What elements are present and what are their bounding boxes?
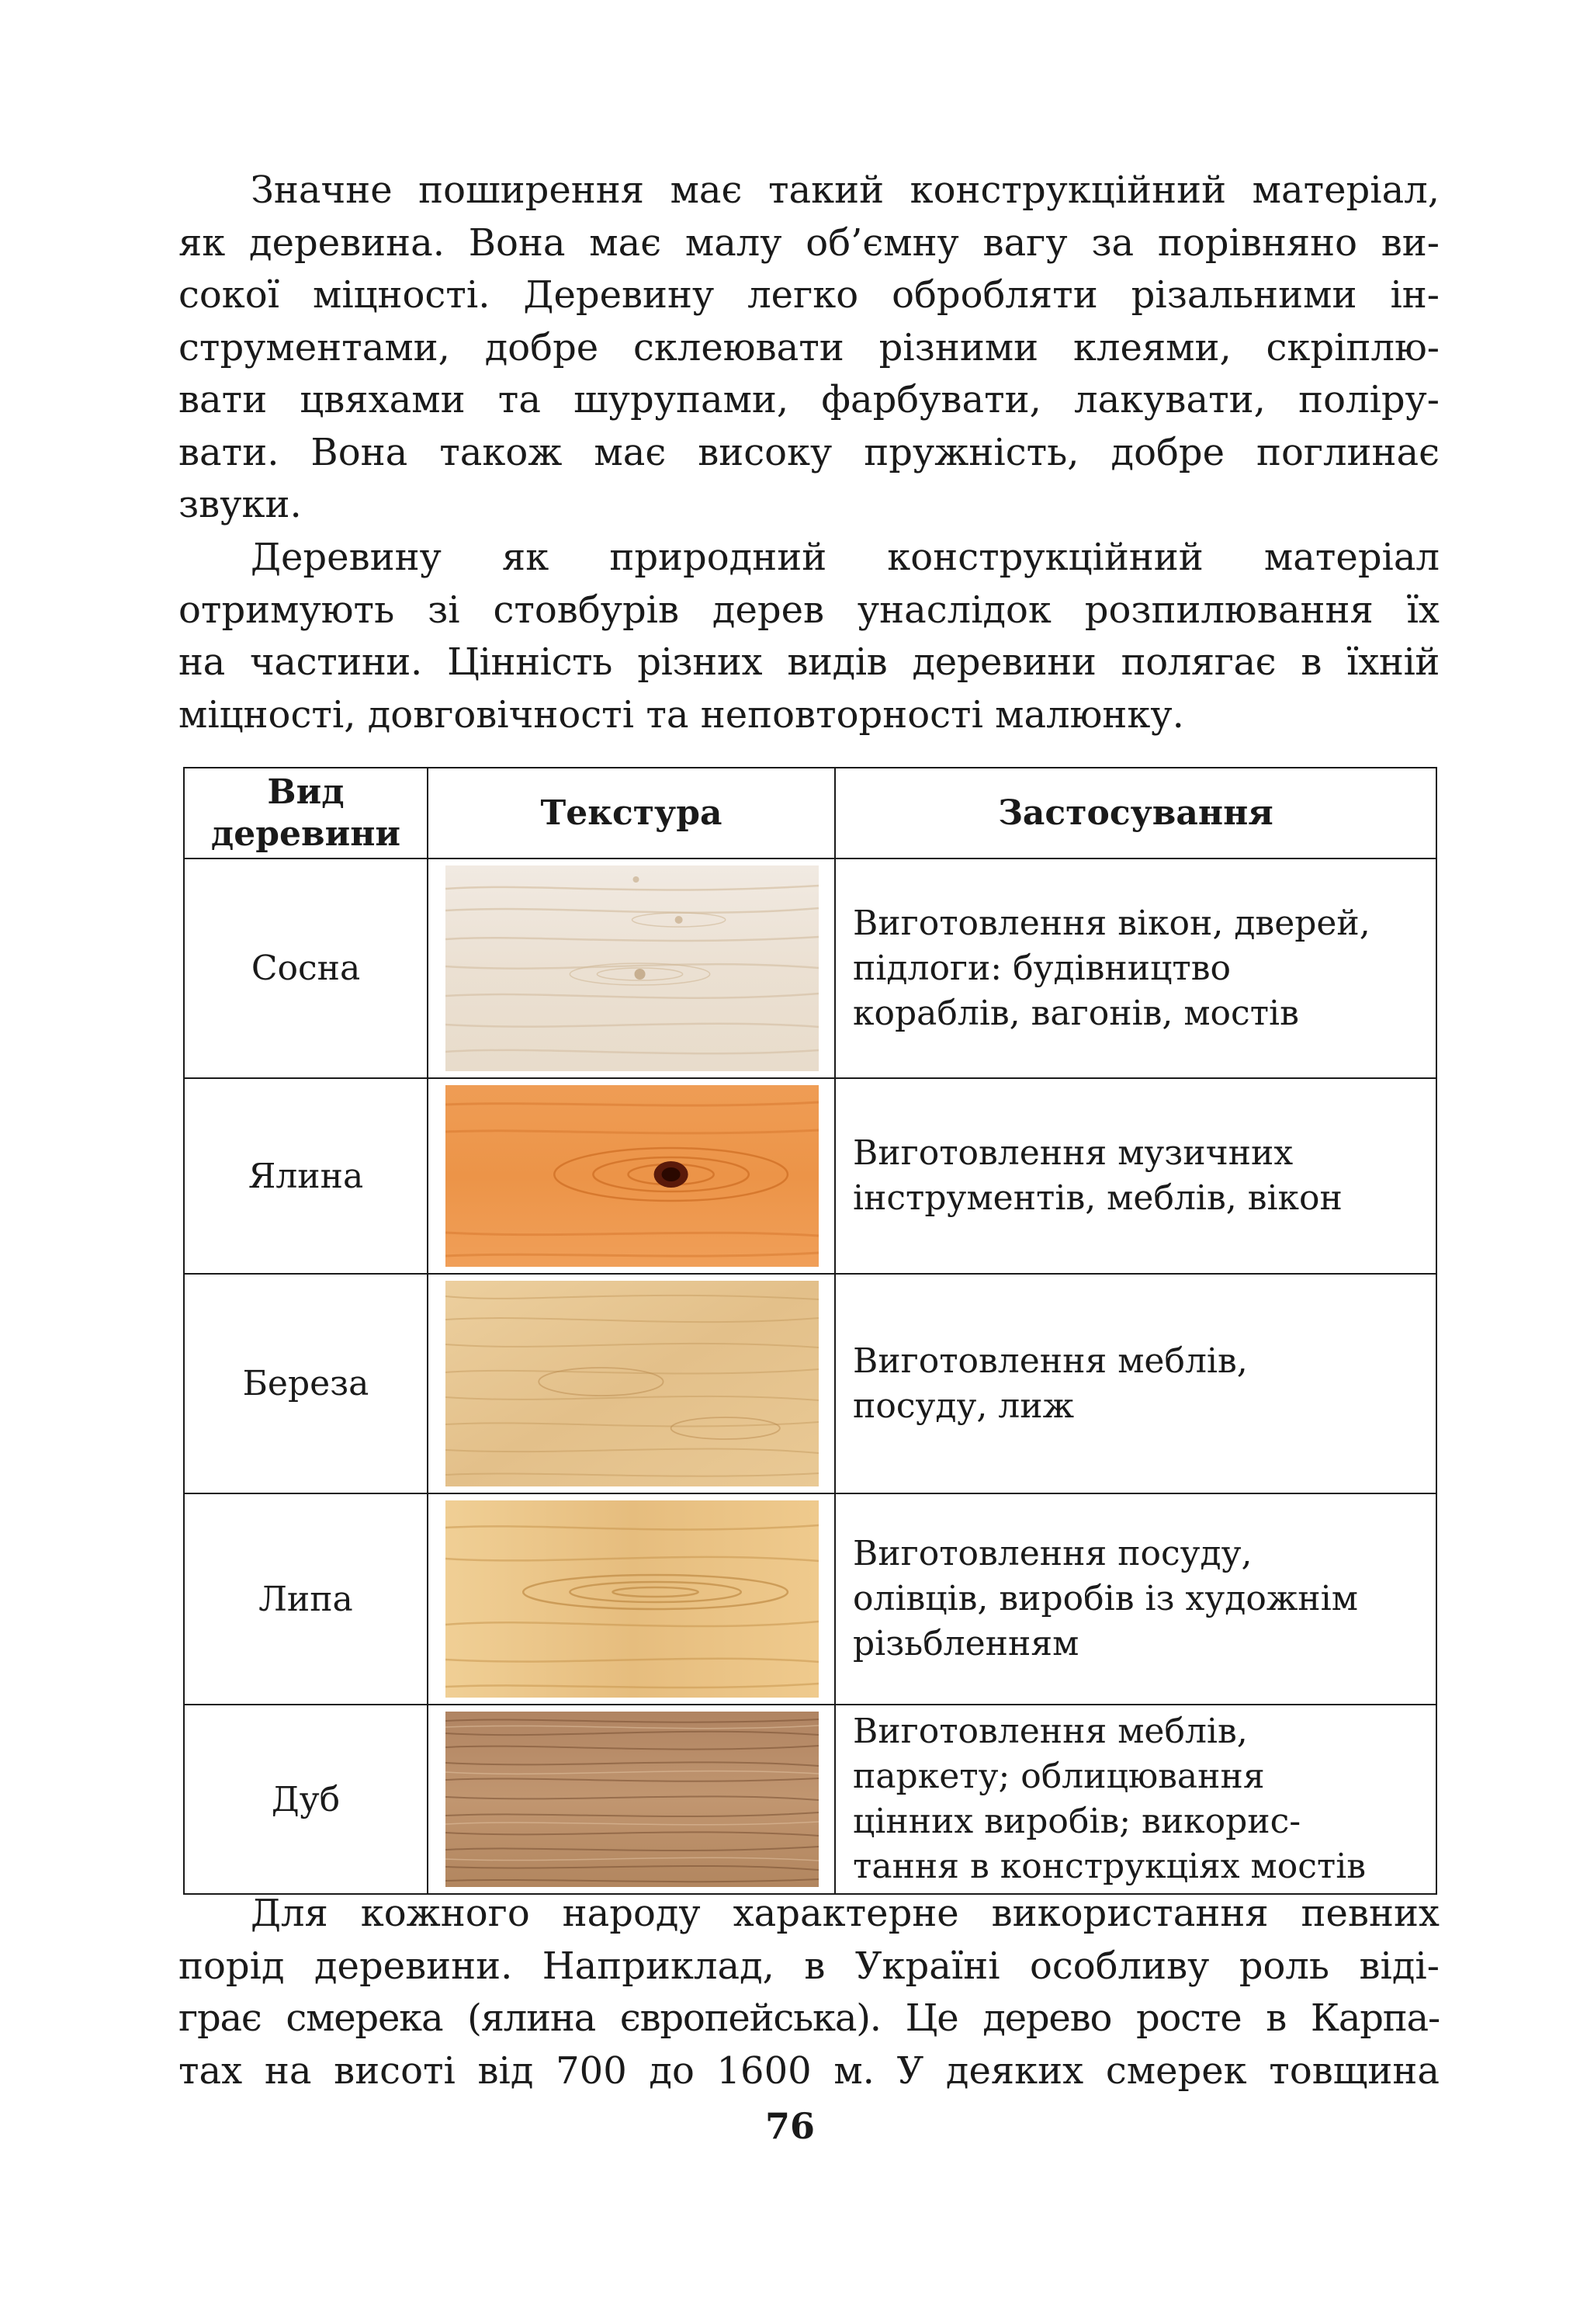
wood-species-table <box>183 767 1437 1895</box>
usage-line: інструментів, меблів, вікон <box>853 1178 1343 1218</box>
usage-line: цінних виробів; викорис- <box>853 1802 1301 1841</box>
pine-wood-texture-icon <box>445 865 819 1071</box>
usage-cell <box>835 1493 1436 1705</box>
species-name: Липа <box>184 1493 428 1705</box>
header-species <box>184 768 428 858</box>
text-line: звуки. <box>178 483 302 526</box>
text-line: струментами, добре склеювати різними клеями, скріплю- <box>178 325 1440 369</box>
oak-wood-texture-icon <box>445 1712 819 1887</box>
text-line: грає смерека (ялина європейська). Це дерево росте в Карпа- <box>178 1996 1440 2040</box>
header-species-line1: Вид <box>267 772 345 812</box>
usage-line: кораблів, вагонів, мостів <box>853 993 1299 1033</box>
text-line: сокої міцності. Деревину легко обробляти різальними ін- <box>178 273 1440 317</box>
header-species-line2: деревини <box>210 813 401 854</box>
species-name: Сосна <box>184 858 428 1078</box>
texture-cell <box>428 858 835 1078</box>
text-line: порід деревини. Наприклад, в Україні особливу роль віді- <box>178 1944 1440 1988</box>
text-line: вати цвяхами та шурупами, фарбувати, лакувати, поліру- <box>178 378 1440 421</box>
usage-line: Виготовлення меблів, <box>853 1712 1248 1751</box>
usage-line: Виготовлення музичних <box>853 1133 1294 1173</box>
text-line: Значне поширення має такий конструкційний матеріал, <box>251 168 1440 212</box>
usage-line: олівців, виробів із художнім <box>853 1579 1358 1618</box>
table-row <box>184 1274 1436 1493</box>
table-row <box>184 1705 1436 1894</box>
header-texture: Текстура <box>428 768 835 858</box>
usage-line: Виготовлення вікон, дверей, <box>853 903 1370 943</box>
species-name: Дуб <box>184 1705 428 1894</box>
species-name: Береза <box>184 1274 428 1493</box>
texture-cell <box>428 1078 835 1274</box>
table-row <box>184 858 1436 1078</box>
usage-cell <box>835 1274 1436 1493</box>
table-row <box>184 1493 1436 1705</box>
usage-line: підлоги: будівництво <box>853 948 1231 988</box>
text-line: Деревину як природний конструкційний матеріал <box>251 536 1440 579</box>
text-line: отримують зі стовбурів дерев унаслідок розпилювання їх <box>178 588 1440 632</box>
paragraph-wood-properties <box>178 165 1440 532</box>
usage-cell <box>835 1705 1436 1894</box>
usage-line: різьбленням <box>853 1624 1079 1663</box>
text-line: вати. Вона також має високу пружність, добре поглинає <box>178 430 1440 474</box>
usage-cell <box>835 858 1436 1078</box>
text-line: тах на висоті від 700 до 1600 м. У деяких смерек товщина <box>178 2048 1440 2093</box>
usage-line: паркету; облицювання <box>853 1757 1265 1796</box>
page-number: 76 <box>764 2105 815 2147</box>
texture-cell <box>428 1705 835 1894</box>
text-line: Для кожного народу характерне використання певних <box>251 1892 1440 1935</box>
spruce-wood-texture-icon <box>445 1085 819 1267</box>
birch-wood-texture-icon <box>445 1281 819 1486</box>
texture-cell <box>428 1274 835 1493</box>
text-line: як деревина. Вона має малу об’ємну вагу за порівняно ви- <box>178 220 1440 265</box>
usage-line: Виготовлення посуду, <box>853 1534 1253 1573</box>
header-usage: Застосування <box>835 768 1436 858</box>
table-row <box>184 1078 1436 1274</box>
paragraph-national-woods <box>178 1888 1440 2097</box>
text-line: на частини. Цінність різних видів деревини полягає в їхній <box>178 640 1440 684</box>
linden-wood-texture-icon <box>445 1500 819 1698</box>
paragraph-wood-source <box>178 532 1440 741</box>
table-header-row <box>184 768 1436 858</box>
usage-line: тання в конструкціях мостів <box>853 1847 1367 1886</box>
usage-cell <box>835 1078 1436 1274</box>
usage-line: посуду, лиж <box>853 1386 1075 1426</box>
species-name: Ялина <box>184 1078 428 1274</box>
text-line: міцності, довговічності та неповторності малюнку. <box>178 692 1184 737</box>
usage-line: Виготовлення меблів, <box>853 1341 1248 1381</box>
texture-cell <box>428 1493 835 1705</box>
